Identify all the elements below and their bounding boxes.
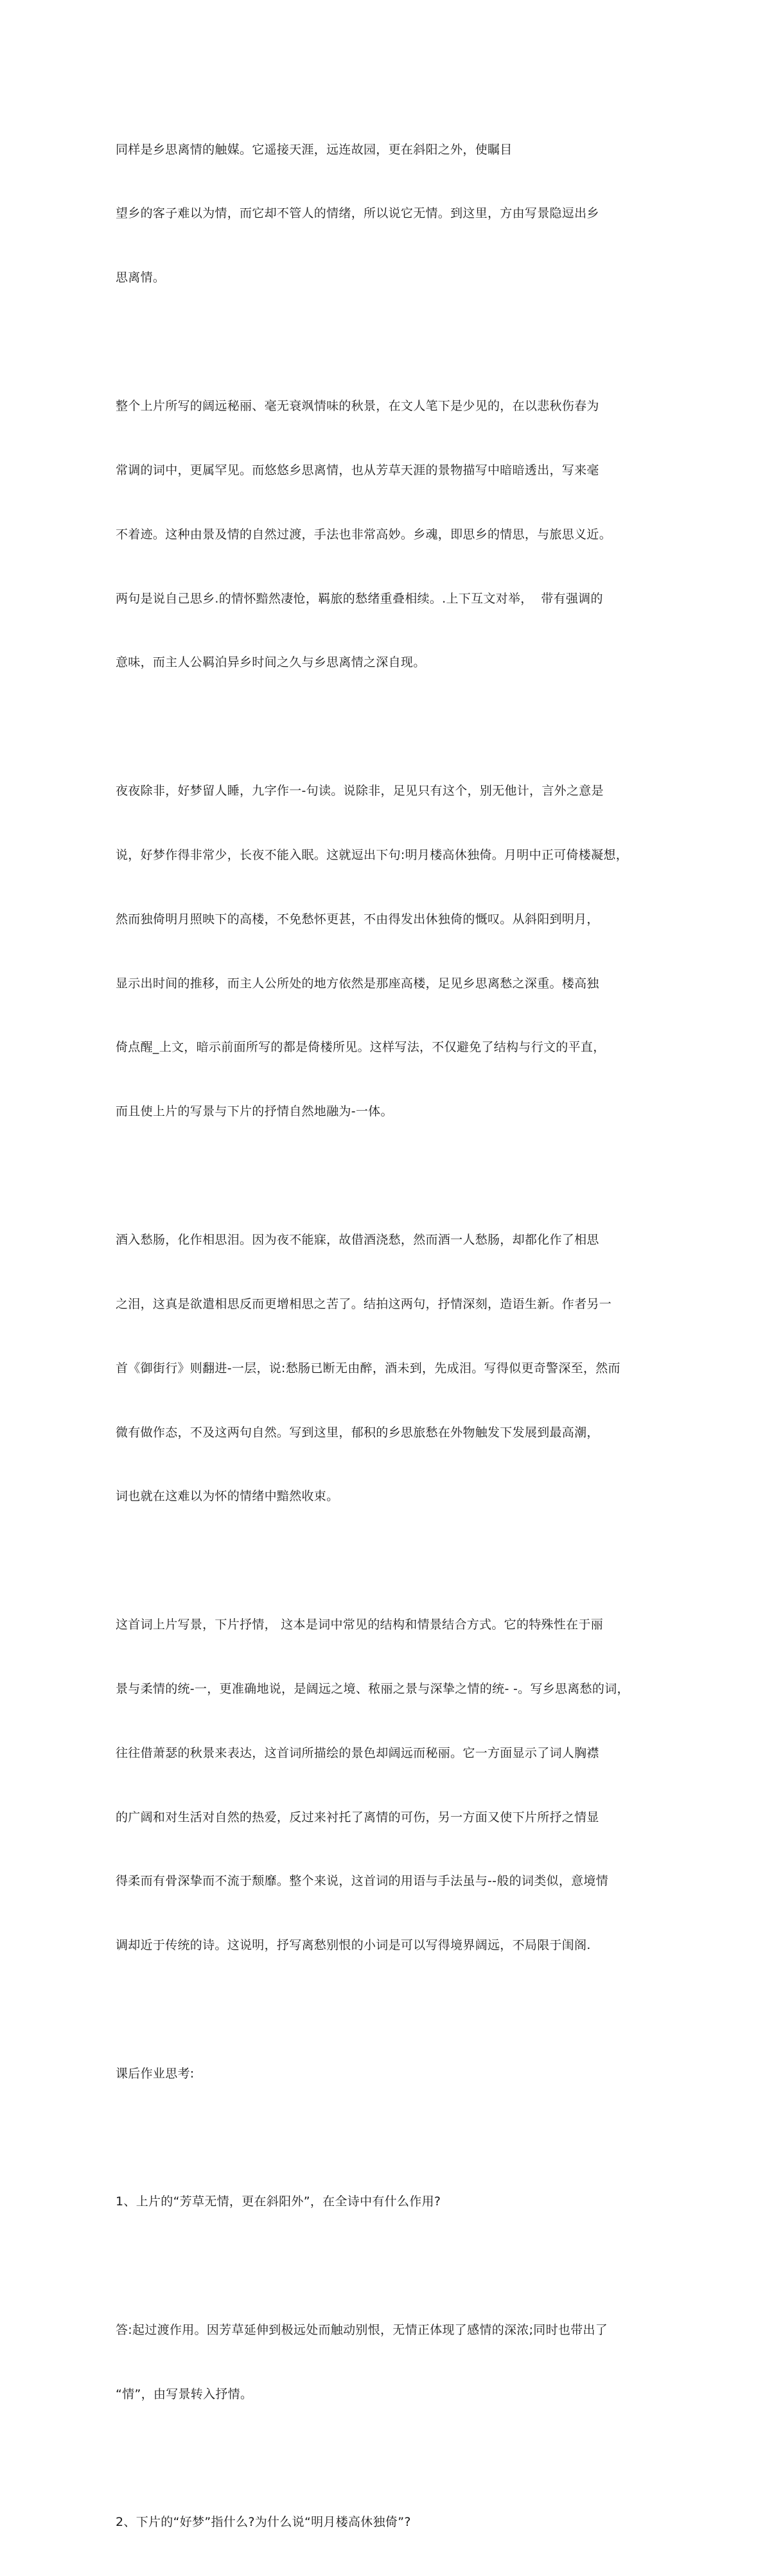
text-line: 之泪，这真是欲遣相思反而更增相思之苦了。结拍这两句，抒情深刻，造语生新。作者另一 — [116, 1296, 612, 1311]
homework-heading — [116, 2020, 655, 2127]
text-line: 显示出时间的推移，而主人公所处的地方依然是那座高楼，足见乡思离愁之深重。楼高独 — [116, 976, 599, 991]
answer-1 — [116, 2277, 655, 2448]
text-line: 微有做作态，不及这两句自然。写到这里，郁积的乡思旅愁在外物触发下发展到最高潮， — [116, 1425, 599, 1440]
text-line: 酒入愁肠，化作相思泪。因为夜不能寐，故借酒浇愁，然而酒一人愁肠，却都化作了相思 — [116, 1232, 599, 1247]
text-line: 同样是乡思离情的触媒。它遥接天涯，远连故园，更在斜阳之外，使瞩目 — [116, 142, 513, 157]
paragraph-gap — [116, 1999, 655, 2020]
paragraph-4 — [116, 1187, 655, 1550]
text-line: 思离情。 — [116, 270, 166, 285]
text-line: 课后作业思考: — [116, 2066, 195, 2081]
text-line: 词也就在这难以为怀的情绪中黯然收束。 — [116, 1489, 339, 1504]
text-line: 得柔而有骨深挚而不流于颓靡。整个来说，这首词的用语与手法虽与--般的词类似，意境情 — [116, 1874, 609, 1889]
text-line: 说，好梦作得非常少，长夜不能入眠。这就逗出下句:明月楼高休独倚。月明中正可倚楼凝想， — [116, 847, 629, 862]
paragraph-3 — [116, 737, 655, 1165]
text-line: 往往借萧瑟的秋景来表达，这首词所描绘的景色却阔远而秘丽。它一方面显示了词人胸襟 — [116, 1745, 599, 1760]
text-line: “情”，由写景转入抒情。 — [116, 2386, 253, 2401]
question-1 — [116, 2149, 655, 2255]
text-line: 调却近于传统的诗。这说明，抒写离愁别恨的小词是可以写得境界阔远，不局限于闺阁. — [116, 1938, 591, 1953]
text-line: 景与柔情的统-一，更准确地说，是阔远之境、秾丽之景与深挚之情的统- -。写乡思离愁的词， — [116, 1681, 629, 1696]
text-line: 答:起过渡作用。因芳草延伸到极远处而触动别恨，无情正体现了感情的深浓;同时也带出了 — [116, 2322, 608, 2337]
text-line: 而且使上片的写景与下片的抒情自然地融为-一体。 — [116, 1104, 393, 1119]
text-line: 倚点醒_上文，暗示前面所写的都是倚楼所见。这样写法，不仅避免了结构与行文的平直， — [116, 1040, 606, 1055]
paragraph-gap — [116, 331, 655, 353]
paragraph-5 — [116, 1571, 655, 1999]
text-line: 然而独倚明月照映下的高楼，不免愁怀更甚，不由得发出休独倚的慨叹。从斜阳到明月， — [116, 912, 599, 926]
paragraph-gap — [116, 2128, 655, 2149]
paragraph-gap — [116, 1165, 655, 1187]
text-line: 的广阔和对生活对自然的热爱，反过来衬托了离情的可伤，另一方面又使下片所抒之情显 — [116, 1810, 599, 1824]
text-line: 常调的词中，更属罕见。而悠悠乡思离情，也从芳草天涯的景物描写中暗暗透出，写来毫 — [116, 463, 599, 477]
text-line: 整个上片所写的阔远秘丽、毫无衰飒情味的秋景，在文人笔下是少见的，在以悲秋伤春为 — [116, 398, 599, 413]
paragraph-gap — [116, 1550, 655, 1571]
text-line: 2、下片的“好梦”指什么?为什么说“明月楼高休独倚”? — [116, 2515, 411, 2530]
text-line: 夜夜除非，好梦留人睡，九字作一-句读。说除非，足见只有这个，别无他计，言外之意是 — [116, 783, 604, 798]
text-line: 意味，而主人公羁泊异乡时间之久与乡思离情之深自现。 — [116, 655, 426, 670]
text-line: 两句是说自己思乡.的情怀黯然凄怆，羁旅的愁绪重叠相续。.上下互文对举， 带有强调的 — [116, 591, 603, 606]
question-2 — [116, 2469, 655, 2576]
paragraph-1 — [116, 96, 655, 331]
text-line: 这首词上片写景，下片抒情， 这本是词中常见的结构和情景结合方式。它的特殊性在于丽 — [116, 1617, 604, 1632]
document-body — [116, 96, 655, 2576]
text-line: 首《御街行》则翻进-一层，说:愁肠已断无由醉，酒未到，先成泪。写得似更奇警深至，然而 — [116, 1361, 620, 1375]
text-line: 不着迹。这种由景及情的自然过渡，手法也非常高妙。乡魂，即思乡的情思，与旅思义近。 — [116, 527, 612, 542]
paragraph-gap — [116, 2448, 655, 2469]
paragraph-gap — [116, 716, 655, 737]
paragraph-gap — [116, 2255, 655, 2277]
paragraph-2 — [116, 353, 655, 716]
text-line: 1、上片的“芳草无情，更在斜阳外”，在全诗中有什么作用? — [116, 2194, 441, 2209]
text-line: 望乡的客子难以为情，而它却不管人的情绪，所以说它无情。到这里，方由写景隐逗出乡 — [116, 206, 599, 221]
